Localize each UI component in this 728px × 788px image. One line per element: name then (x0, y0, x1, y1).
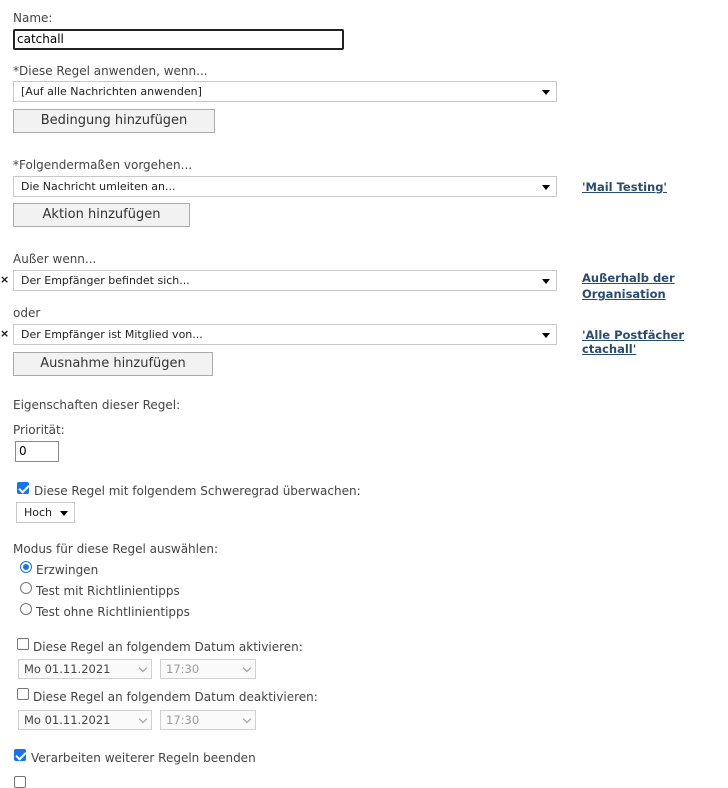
next-option-checkbox[interactable] (14, 776, 26, 788)
mode-option-test-tips: Test mit Richtlinientipps (36, 584, 180, 598)
dropdown-caret-icon (60, 511, 68, 516)
exception2-select[interactable] (13, 324, 557, 345)
priority-label: Priorität: (13, 423, 65, 437)
audit-checkbox[interactable] (17, 482, 29, 494)
chevron-down-icon (139, 664, 147, 672)
exception-label: Außer wenn... (13, 252, 97, 266)
chevron-down-icon (139, 715, 147, 723)
radio-icon[interactable] (20, 582, 32, 594)
exception2-link[interactable]: 'Alle Postfächer ctachall' (582, 328, 685, 356)
add-condition-button[interactable]: Bedingung hinzufügen (13, 109, 215, 133)
dropdown-caret-icon (542, 90, 550, 95)
action-select[interactable] (13, 176, 557, 197)
priority-input[interactable]: 0 (15, 441, 59, 462)
exception1-link-line2[interactable]: Organisation (582, 287, 666, 301)
radio-icon[interactable] (20, 603, 32, 615)
properties-heading: Eigenschaften dieser Regel: (13, 398, 181, 412)
mode-option-enforce: Erzwingen (36, 563, 99, 577)
action-select-value: Die Nachricht umleiten an... (21, 180, 176, 193)
activate-label: Diese Regel an folgendem Datum aktivieren: (33, 640, 303, 654)
deactivate-time-value: 17:30 (166, 713, 200, 727)
dropdown-caret-icon (542, 185, 550, 190)
condition-select[interactable] (13, 81, 557, 102)
activate-date-value: Mo 01.11.2021 (24, 662, 111, 676)
chevron-down-icon (243, 715, 251, 723)
activate-date-select[interactable] (18, 659, 152, 679)
action-recipient-link[interactable]: 'Mail Testing' (582, 180, 667, 194)
condition-select-value: [Auf alle Nachrichten anwenden] (21, 85, 202, 98)
severity-select[interactable] (16, 502, 75, 523)
exception1-select-value: Der Empfänger befindet sich... (21, 274, 190, 287)
chevron-down-icon (243, 664, 251, 672)
stop-processing-label: Verarbeiten weiterer Regeln beenden (31, 751, 256, 765)
deactivate-date-value: Mo 01.11.2021 (24, 713, 111, 727)
remove-icon[interactable]: × (0, 273, 10, 286)
name-label: Name: (13, 11, 53, 25)
mode-label: Modus für diese Regel auswählen: (13, 542, 219, 556)
remove-icon[interactable]: × (0, 327, 10, 340)
exception1-link-line1[interactable]: Außerhalb der (582, 271, 675, 285)
activate-checkbox[interactable] (17, 638, 29, 650)
deactivate-time-select[interactable] (160, 710, 256, 730)
or-label: oder (13, 306, 41, 320)
exception1-select[interactable] (13, 270, 557, 291)
deactivate-label: Diese Regel an folgendem Datum deaktivieren: (33, 690, 318, 704)
name-input[interactable]: catchall (13, 29, 344, 50)
dropdown-caret-icon (542, 279, 550, 284)
activate-time-select[interactable] (160, 659, 256, 679)
stop-processing-checkbox[interactable] (14, 749, 26, 761)
radio-icon[interactable] (20, 561, 32, 573)
mode-option-test-no-tips: Test ohne Richtlinientipps (36, 605, 190, 619)
deactivate-checkbox[interactable] (17, 688, 29, 700)
action-label: *Folgendermaßen vorgehen... (13, 158, 193, 172)
audit-label: Diese Regel mit folgendem Schweregrad überwachen: (34, 484, 361, 498)
add-exception-button[interactable]: Ausnahme hinzufügen (13, 352, 213, 376)
condition-label: *Diese Regel anwenden, wenn... (13, 64, 208, 78)
exception2-select-value: Der Empfänger ist Mitglied von... (21, 328, 203, 341)
deactivate-date-select[interactable] (18, 710, 152, 730)
severity-select-value: Hoch (24, 506, 53, 519)
activate-time-value: 17:30 (166, 662, 200, 676)
add-action-button[interactable]: Aktion hinzufügen (13, 203, 190, 227)
dropdown-caret-icon (542, 333, 550, 338)
